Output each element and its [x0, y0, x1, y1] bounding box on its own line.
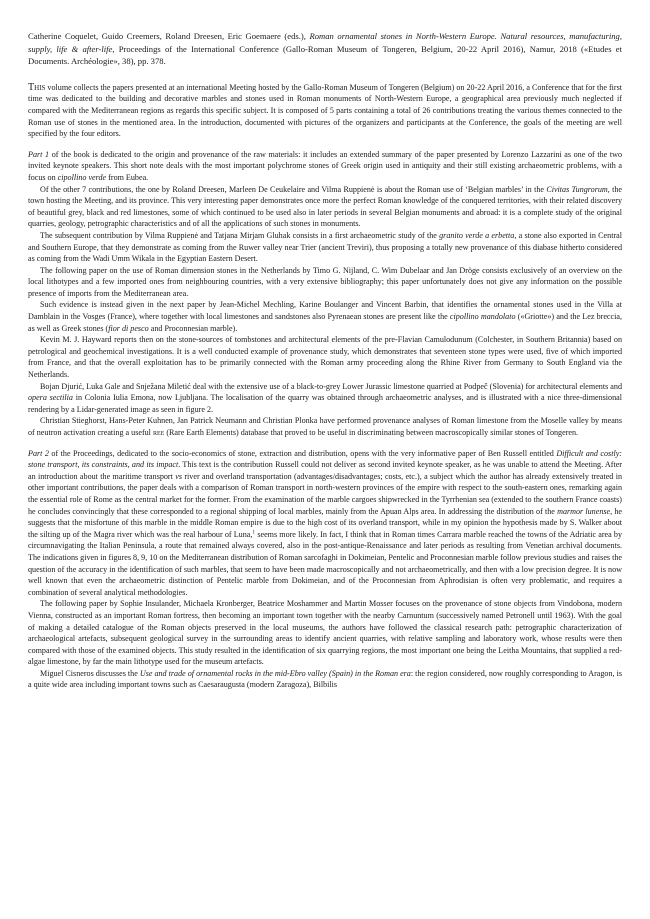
part2-p1-g: marmor lunense: [557, 506, 611, 516]
part2-p1-i: seems more likely. In fact, I think that in Roman times Carrara marble reached the towns of the Adriatic area by circumnavigating the Italian Peninsula, a route that remained always covered, also in the post-antique-Renaissance and later periods as resulting from Venetian archival documents. The indications given in figures 8, 9, 10 on the Mediterranean distribution of Roman sarcofaghi in Dokimeian, Pentelic and Proconnesian marble follow previous studies and raises the question of the accuracy in the identification of such marbles, that seem to have been made macroscopically and not archaeometrically, and then with a low precision degree. It is now well known that even the archaeometric distinction of Pentelic marble from Dokimeian, and of the Proconnesian from Aphrodisian is often very problematic, and requires a combination of several analytical methodologies.: [28, 529, 622, 597]
part1-p5-d: fior di pesco: [108, 323, 149, 333]
part2-paragraph-2: The following paper by Sophie Insulander, Michaela Kronberger, Beatrice Moshammer and Martin Mosser focuses on the provenance of stone objects from Vindobona, modern Vienna, constructed as an important Roman fortress, then becoming an important town together with the nearby Carnuntum (successively named Petronell until 1963). With the goal of making a detailed catalogue of the Roman objects preserved in the local museums, the authors have followed the classical research path: petrographic characterization of archaeological artefacts, subsequent geological survey in the surrounding areas to identify ancient quarries, with relative sampling and laboratory work, whose results were then compared with those of the examined objects. This study resulted in the identification of six quarrying regions, the most important one being the Leitha Mountains, that supplied a red-algae limestone, by far the main lithotype used for the museum artefacts.: [28, 599, 622, 667]
part1-text-c: from Eubea.: [106, 172, 149, 182]
part1-p3-c: , a stone also exported in Central and Southern Europe, that they demonstrate as coming from the Ruwer valley near Trier (ancient Treviri), thus proposing a totally new provenance of this diabase hitherto considered as coming from the Wadi Umm Wikala in the Egyptian Eastern Desert.: [28, 230, 622, 264]
header-publication-details: , Proceedings of the International Conference (Gallo-Roman Museum of Tongeren, Belgium, 20-22 April 2016), Namur, 2018 («Etudes et Documents. Archéologie», 38), pp. 378.: [28, 43, 622, 67]
cisneros-paper-title: Use and trade of ornamental rocks in the mid-Ebro valley (Spain) in the Roman era: [139, 668, 411, 678]
footnote-marker: 1: [252, 529, 256, 536]
part1-paragraph-2: [28, 184, 622, 230]
part1-paragraph-7: [28, 381, 622, 416]
part1-paragraph-8: [28, 415, 622, 438]
part1-p3-b: granito verde a erbetta: [439, 230, 515, 240]
part1-p2-a: Of the other 7 contributions, the one by Roland Dreesen, Marleen De Ceukelaire and Vilma Ruppienė is about the Roman use of ‘Belgian marbles’ in the: [40, 184, 547, 194]
ree-abbreviation: ree: [152, 428, 165, 437]
part1-p7-c: in Colonia Iulia Emona, now Ljubljana. The localisation of the quarry was obtained through archaeometric analyses, and is illustrated with a nice three-dimensional rendering by a Lidar-generated image as seen in figure 2.: [28, 393, 622, 414]
part1-label: Part 1: [28, 149, 50, 159]
part1-paragraph-5: [28, 299, 622, 334]
part2-p3-a: Miguel Cisneros discusses the: [40, 668, 140, 678]
part1-paragraph-4: The following paper on the use of Roman dimension stones in the Netherlands by Timo G. Nijland, C. Wim Dubelaar and Jan Dröge consists exclusively of an overview on the local lithotypes and a few imported ones from neighbouring countries, with a very extensive bibliography; this paper unfortunately does not give any information on the possible presence of imports from the Mediterranean area.: [28, 265, 622, 298]
part1-p8-a: Christian Stieghorst, Hans-Peter Kuhnen, Jan Patrick Neumann and Christian Plonka have performed provenance analyses of Roman limestone from the Moselle valley by means of neutron activation creating a useful: [28, 416, 622, 437]
part2-p1-d: . This text is the contribution Russell could not deliver as second invited keynote speaker, as he was unable to attend the Meeting. After an introduction about the maritime transport: [28, 460, 622, 481]
part2-p1-b: of the Proceedings, dedicated to the socio-economics of stone, extraction and distribution, opens with the very informative paper of Ben Russell entitled: [48, 448, 557, 458]
part1-paragraph-1: [28, 149, 622, 184]
part1-p7-b: opera sectilia: [28, 393, 73, 403]
header-book-title: Roman ornamental stones in North-Western Europe. Natural resources, manufacturing, supply, life & after-life: [28, 31, 623, 54]
part2-paragraph-1: [28, 448, 622, 599]
part1-p3-a: The subsequent contribution by Vilma Ruppienė and Tatjana Mirjam Gluhak consists in a first archaeometric study of the: [40, 230, 440, 240]
header-authors: Catherine Coquelet, Guido Creemers, Roland Dreesen, Eric Goemaere (eds.),: [28, 31, 310, 41]
review-page: [28, 30, 622, 691]
bibliographic-header: [28, 30, 622, 68]
part1-p7-a: Bojan Djurić, Luka Gale and Snježana Miletić deal with the extensive use of a black-to-grey Lower Jurassic limestone quarried at Podpeč (Slovenia) for architectural elements and: [40, 381, 622, 391]
part1-text-a: of the book is dedicated to the origin and provenance of the raw materials: it includes an extended summary of the paper presented by Lorenzo Lazzarini as one of the two invited keynote speakers. This short note deals with the most important polychrome stones of Greek origin used in antiquity and their still existing archaeometric problems, with a focus on: [28, 149, 622, 182]
part2-p3-c: : the region considered, now roughly corresponding to Aragon, is a quite wide area including important towns such as Caesaraugusta (modern Zaragoza), Bilbilis: [28, 668, 622, 690]
intro-lead-word: This: [28, 81, 46, 93]
part1-p2-c: , the town hosting the Meeting, and its province. This very interesting paper demonstrates once more the perfect Roman knowledge of the conquered territories, with their related discovery of beautiful grey, black and red limestones, some of which continued to be used also in later periods in several Belgian monuments and abroad: it is a complete study of the original quarries, geology, petrographic characteristics and of all the applications of such stones in monuments.: [28, 184, 622, 229]
part1-paragraph-3: [28, 230, 622, 265]
intro-paragraph: [28, 82, 622, 140]
part1-p5-b: cipollino mandolato: [449, 312, 516, 322]
part1-p8-c: (Rare Earth Elements) database that proved to be useful in discriminating between macroscopically similar stones of Tongeren.: [164, 428, 579, 437]
part1-p5-c: («Griotte») and the Lez breccia, as well as Greek stones (: [28, 312, 622, 333]
part2-paragraph-3: [28, 668, 622, 691]
part1-p5-a: Such evidence is instead given in the next paper by Jean-Michel Mechling, Karine Boulanger and Vincent Barbin, that identifies the ornamental stones used in the Villa at Damblain in the Vosges (France), where together with local limestones and sandstones also Pyrenaean stones are present like the: [28, 300, 622, 322]
part2-p1-h: , he suggests that the misfortune of this marble in the middle Roman empire is due to the high cost of its overland transport, while in my opinion the hypothesis made by S. Walker about the silting up of the Magra river which was the real harbour of Luna,: [28, 506, 622, 539]
part2-p1-e: vs: [175, 471, 182, 481]
part1-p2-b: Civitas Tungrorum: [546, 184, 608, 194]
part1-text-b: cipollino verde: [57, 172, 107, 182]
part1-p5-e: and Proconnesian marble).: [148, 323, 238, 333]
intro-text: volume collects the papers presented at an international Meeting hosted by the Gallo-Roman Museum of Tongeren (Belgium) on 20-22 April 2016, a Conference that for the first time was dedicated to the building and decorative marbles and stones used in Roman monuments of North-Western Europe, a geographical area previously much neglected if compared with the Mediterranean regions as regards this specific subject. It is composed of 5 parts containing a total of 26 contributions treating the various themes connected to the Roman use of stones in the mentioned area. In the introduction, documented with pictures of the organizers and participants at the Conference, the goals of the meeting are well specified by the four editors.: [28, 82, 622, 139]
russell-paper-title: Difficult and costly: stone transport, its constraints, and its impact: [28, 448, 622, 470]
part2-p1-f: river and overland transportation (advantages/disadvantages; costs, etc.), a subject which the author has already extensively treated in other important contributions, the paper deals with a comparison of Roman transport in north-western provinces of the empire with respect to the south-eastern ones, remarking again the essential role of Rome as the central market for the former. From the examination of the marble cargoes shipwrecked in the Tyrrhenian sea (extended to the southern France coasts) he concludes convincingly that these corresponded to a regional shipping of local marbles, mainly from the Apuan Alps area. In addressing the distribution of the: [28, 471, 622, 516]
part2-label: Part 2: [28, 448, 49, 458]
part1-paragraph-6: Kevin M. J. Hayward reports then on the stone-sources of tombstones and architectural elements of the pre-Flavian Camulodunum (Colchester, in Southern Britannia) based on petrological and geochemical investigations. It is a well conducted example of provenance study, which demonstrates that seventeen stone types were used, five of which imported from France, and that the overall exploitation has to be primarily connected with the Roman army proceeding along the Rhine River from Germany to South England via the Netherlands.: [28, 335, 622, 380]
